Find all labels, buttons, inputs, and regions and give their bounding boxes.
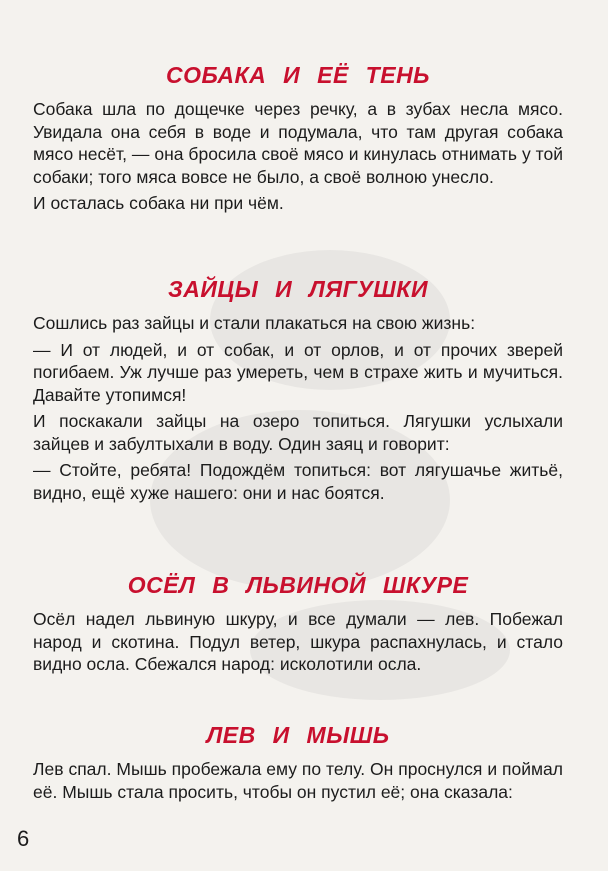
story-paragraph: Лев спал. Мышь пробежала ему по телу. Он проснулся и поймал её. Мышь стала просить, чтобы он пустил её; она сказала: (33, 759, 563, 802)
story-title: ОСЁЛ В ЛЬВИНОЙ ШКУРЕ (127, 572, 469, 598)
story-paragraph: — Стойте, ребята! Подождём топиться: вот лягушачье житьё, видно, ещё хуже нашего: они и нас боятся. (33, 460, 563, 503)
story-paragraph: И поскакали зайцы на озеро топиться. Лягушки услыхали зайцев и забултыхали в воду. Один заяц и говорит: (33, 411, 563, 454)
story-paragraph: Осёл надел львиную шкуру, и все думали — лев. Побежал народ и скотина. Подул ветер, шкура распахнулась, и стало видно осла. Сбежался народ: исколотили осла. (33, 609, 563, 674)
story-title: ЛЕВ И МЫШЬ (206, 722, 390, 748)
story-paragraph: Сошлись раз зайцы и стали плакаться на свою жизнь: (33, 313, 476, 333)
story-title: СОБАКА И ЕЁ ТЕНЬ (166, 62, 430, 88)
story-lion-and-mouse (33, 722, 563, 803)
story-dog-and-shadow (33, 62, 563, 215)
story-paragraph: — И от людей, и от собак, и от орлов, и от прочих зверей погибаем. Уж лучше раз умереть, чем в страхе жить и мучиться. Давайте утопимся! (33, 339, 563, 405)
story-title: ЗАЙЦЫ И ЛЯГУШКИ (168, 276, 428, 302)
story-hares-and-frogs (33, 276, 563, 504)
story-paragraph: И осталась собака ни при чём. (33, 193, 284, 213)
story-donkey-in-lion-skin (33, 572, 563, 676)
story-paragraph: Собака шла по дощечке через речку, а в зубах несла мясо. Увидала она себя в воде и подумала, что там другая собака мясо несёт, — она бросила своё мясо и кинулась отнимать у той собаки; того мяса вовсе не было, а своё волною унесло. (33, 99, 563, 187)
page-number: 6 (17, 826, 30, 851)
